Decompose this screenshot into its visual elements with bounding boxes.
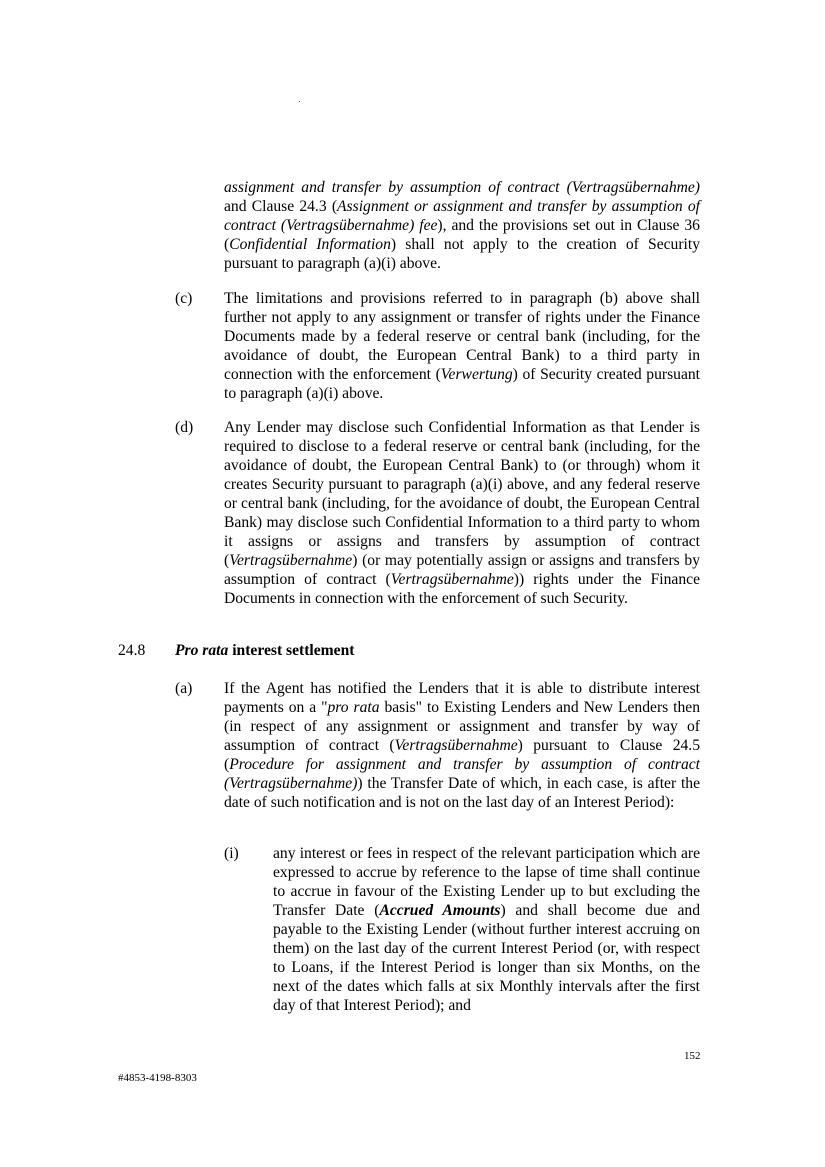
paragraph-a-text xyxy=(224,679,700,812)
text-run: ) of Security created pursuant to paragraph (a)(i) above. xyxy=(224,366,700,402)
italic-text-run: pro rata xyxy=(327,699,380,716)
text-run: ) and shall become due and payable to the Existing Lender (without further interest accruing on them) on the last day of the current Interest Period (or, with respect to Loans, if the Interest Period is longer than six Months, on the next of the dates which falls at six Monthly intervals after the first day of that Interest Period); and xyxy=(273,902,700,1014)
text-run: ) the Transfer Date of which, in each case, is after the date of such notification and is not on the last day of an Interest Period): xyxy=(224,775,700,811)
paragraph-c-text xyxy=(224,289,700,403)
italic-text-run: Procedure for assignment and transfer by assumption of contract (Vertragsübernahme) xyxy=(224,756,700,792)
document-id: #4853-4198-8303 xyxy=(118,1072,197,1084)
text-run: and Clause 24.3 ( xyxy=(224,198,338,215)
text-run: ) pursuant to Clause 24.5 ( xyxy=(224,737,700,773)
section-title xyxy=(175,641,354,660)
text-run: )) rights under the Finance Documents in connection with the enforcement of such Security. xyxy=(224,571,700,607)
section-number: 24.8 xyxy=(118,642,146,659)
text-run: Any Lender may disclose such Confidential Information as that Lender is required to disclose to a federal reserve or central bank (including, for the avoidance of doubt, the European Central Bank) to (or through) whom it creates Security pursuant to paragraph (a)(i) above, and any federal reserve or central bank (including, for the avoidance of doubt, the European Central Bank) may disclose such Confidential Information to a third party to whom it assigns or assigns and transfers by assumption of contract ( xyxy=(224,419,700,569)
paragraph-c-label: (c) xyxy=(175,290,193,307)
italic-text-run: Assignment or assignment and transfer by assumption of contract (Vertragsübernahme) fee xyxy=(224,198,700,234)
text-run: The limitations and provisions referred to in paragraph (b) above shall further not apply to any assignment or transfer of rights under the Finance Documents made by a federal reserve or central bank (including, for the avoidance of doubt, the European Central Bank) to a third party in connection with the enforcement ( xyxy=(224,290,700,383)
page-number: 152 xyxy=(684,1050,701,1062)
italic-text-run: Accrued Amounts xyxy=(379,902,501,919)
italic-text-run: assignment and transfer by assumption of contract (Vertragsübernahme) xyxy=(224,179,700,196)
continuation-paragraph xyxy=(224,178,700,273)
text-run: any interest or fees in respect of the relevant participation which are expressed to accrue by reference to the lapse of time shall continue to accrue in favour of the Existing Lender up to but excluding the Transfer Date ( xyxy=(273,845,700,919)
text-run: If the Agent has notified the Lenders that it is able to distribute interest payments on a " xyxy=(224,680,700,716)
paragraph-a-i-text xyxy=(273,844,700,1015)
paragraph-d-text xyxy=(224,418,700,608)
italic-text-run: Confidential Information xyxy=(229,236,391,253)
italic-text-run: Vertragsübernahme xyxy=(394,737,518,754)
text-run: basis" to Existing Lenders and New Lenders then (in respect of any assignment or assignment and transfer by way of assumption of contract ( xyxy=(224,699,700,754)
italic-text-run: Verwertung xyxy=(440,366,513,383)
text-run: ), and the provisions set out in Clause 36 ( xyxy=(224,217,700,253)
paragraph-a-label: (a) xyxy=(175,680,193,697)
italic-text-run: Vertragsübernahme xyxy=(390,571,514,588)
text-run: ) (or may potentially assign or assigns and transfers by assumption of contract ( xyxy=(224,552,700,588)
italic-text-run: Vertragsübernahme xyxy=(229,552,353,569)
text-run: ) shall not apply to the creation of Security pursuant to paragraph (a)(i) above. xyxy=(224,236,700,272)
section-title-italic: Pro rata xyxy=(175,642,229,659)
scan-speck xyxy=(299,101,300,102)
paragraph-a-i-label: (i) xyxy=(224,845,239,862)
section-title-rest: interest settlement xyxy=(228,642,355,659)
paragraph-d-label: (d) xyxy=(175,419,194,436)
